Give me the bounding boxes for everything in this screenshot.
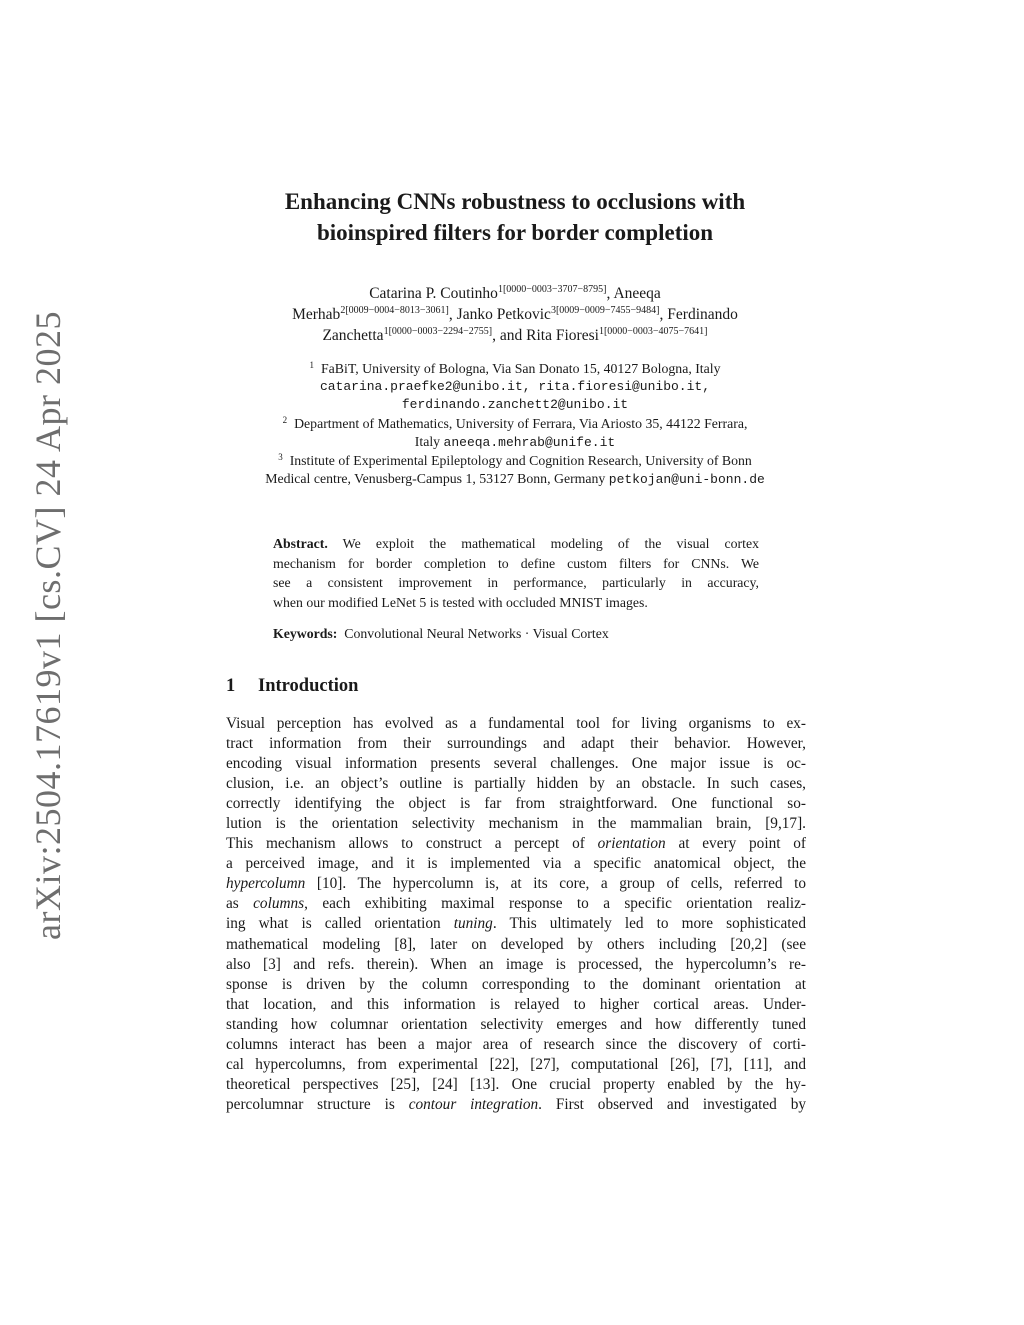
body-line: lution is the orientation selectivity mechanism in the mammalian brain, [9,17]. xyxy=(226,815,806,833)
body-emphasis: orientation xyxy=(597,835,666,853)
section-number: 1 xyxy=(226,676,236,696)
body-line: tract information from their surroundings and adapt their behavior. However, xyxy=(226,735,806,753)
abstract xyxy=(273,534,759,612)
body-line: encoding visual information presents several challenges. One major issue is oc- xyxy=(226,755,806,773)
author-orcid: 1[0000−0003−3707−8795] xyxy=(497,284,607,295)
body-line: Visual perception has evolved as a fundamental tool for living organisms to ex- xyxy=(226,715,806,732)
body-line: sponse is driven by the column corresponding to the dominant orientation at xyxy=(226,975,806,993)
author-name: Zanchetta xyxy=(322,327,384,344)
affiliation-text: Department of Mathematics, University of Ferrara, Via Ariosto 35, 44122 Ferrara, xyxy=(294,415,748,431)
body-line: that location, and this information is relayed to higher cortical areas. Under- xyxy=(226,995,806,1013)
author-orcid: 1[0000−0003−4075−7641] xyxy=(598,326,708,337)
body-text-run: . This ultimately led to more sophisticated xyxy=(492,915,806,933)
body-line xyxy=(226,894,806,914)
body-text-run: at every point of xyxy=(678,835,807,853)
abstract-line-2: mechanism for border completion to define custom filters for CNNs. We xyxy=(273,555,759,571)
affiliation-1 xyxy=(214,360,816,378)
author-orcid: 2[0009−0004−8013−3061] xyxy=(340,305,449,316)
body-emphasis: tuning xyxy=(453,915,493,933)
author-name: Catarina P. Coutinho xyxy=(369,285,498,302)
author-line-1: Catarina P. Coutinho$^{1[0000-0003-3707-8795]}$, Aneeqa xyxy=(369,284,661,302)
affiliation-2-email: aneeqa.mehrab@unife.it xyxy=(443,434,616,450)
body-line: cal hypercolumns, from experimental [22], [27], computational [26], [7], [11], and xyxy=(226,1055,806,1073)
author-name: Merhab xyxy=(292,306,341,323)
author-list xyxy=(214,283,816,346)
author-name: Ferdinando xyxy=(667,306,738,323)
abstract-line-4: when our modified LeNet 5 is tested with occluded MNIST images. xyxy=(273,594,648,610)
paper-title xyxy=(200,186,830,248)
affiliation-1-emails-b: ferdinando.zanchett2@unibo.it xyxy=(401,397,629,413)
affiliation-text: Italy xyxy=(414,433,441,449)
body-text-run: . First observed and investigated by xyxy=(538,1095,806,1113)
affiliation-mark: 2 xyxy=(282,414,288,425)
body-text-run: as xyxy=(226,895,239,913)
author-orcid: 3[0009−0009−7455−9484] xyxy=(550,305,660,316)
affiliation-mark: 1 xyxy=(309,360,314,370)
author-orcid: 1[0000−0003−2294−2755] xyxy=(383,326,493,337)
body-line: standing how columnar orientation selectivity emerges and how differently tuned xyxy=(226,1015,806,1033)
abstract-text: We exploit the mathematical modeling of the visual cortex xyxy=(342,536,760,551)
body-text-run: This mechanism allows to construct a percept of xyxy=(226,835,585,853)
keywords xyxy=(273,624,759,643)
body-emphasis: contour integration xyxy=(408,1095,539,1113)
author-name: and Rita Fioresi xyxy=(499,327,599,344)
author-name: Aneeqa xyxy=(613,285,661,302)
body-line xyxy=(226,834,806,854)
body-emphasis: columns xyxy=(253,895,305,913)
affiliation-3-email: petkojan@uni-bonn.de xyxy=(608,472,765,488)
author-name: Janko Petkovic xyxy=(456,306,551,323)
affiliation-1-emails-a: catarina.praefke2@unibo.it, rita.fioresi@unibo.it, xyxy=(319,379,711,395)
body-line: also [3] and refs. therein). When an image is processed, the hypercolumn’s re- xyxy=(226,955,806,973)
author-line-2: Merhab$^{2[0009-0004-8013-3061]}$, Janko Petkovic$^{3[0009-0009-7455-9484]}$, Ferdinando xyxy=(292,305,738,323)
affiliation-text: Medical centre, Venusberg-Campus 1, 53127 Bonn, Germany xyxy=(265,471,606,487)
author-line-3: Zanchetta$^{1[0000-0003-2294-2755]}$, and Rita Fioresi$^{1[0000-0003-4075-7641]}$ xyxy=(322,326,708,344)
body-line: columns interact has been a major area of research since the discovery of corti- xyxy=(226,1035,806,1053)
affiliation-2 xyxy=(214,415,816,433)
body-line: mathematical modeling [8], later on developed by others including [20,2] (see xyxy=(226,935,806,953)
keywords-text: Convolutional Neural Networks · Visual Cortex xyxy=(344,626,609,641)
affiliation-3-cont xyxy=(214,470,816,489)
section-heading xyxy=(226,674,358,698)
abstract-label: Abstract. xyxy=(273,536,328,551)
body-line: theoretical perspectives [25], [24] [13]. One crucial property enabled by the hy- xyxy=(226,1075,806,1093)
body-emphasis: hypercolumn xyxy=(226,875,306,893)
abstract-line-1 xyxy=(273,534,759,554)
affiliation-mark: 3 xyxy=(278,452,283,463)
affiliation-2-cont xyxy=(214,433,816,452)
body-line xyxy=(226,1095,806,1115)
section-title: Introduction xyxy=(258,676,359,696)
affiliation-text: Institute of Experimental Epileptology and Cognition Research, University of Bonn xyxy=(289,453,752,469)
body-text-run: ing what is called orientation xyxy=(226,915,441,933)
body-line: a perceived image, and it is implemented via a specific anatomical object, the xyxy=(226,855,806,873)
body-line: clusion, i.e. an object’s outline is partially hidden by an obstacle. In such cases, xyxy=(226,775,806,793)
body-text-run: [10]. The hypercolumn is, at its core, a group of cells, referred to xyxy=(316,875,807,893)
body-line xyxy=(226,874,806,894)
affiliations xyxy=(214,360,816,489)
title-line-1: Enhancing CNNs robustness to occlusions with xyxy=(284,189,746,214)
introduction-body xyxy=(226,714,806,1115)
body-line: correctly identifying the object is far from straightforward. One functional so- xyxy=(226,795,806,813)
body-text-run: , each exhibiting maximal response to a specific orientation realiz- xyxy=(304,895,806,913)
affiliation-3 xyxy=(214,452,816,470)
affiliation-text: FaBiT, University of Bologna, Via San Donato 15, 40127 Bologna, Italy xyxy=(321,361,721,376)
keywords-label: Keywords: xyxy=(273,626,338,641)
arxiv-identifier-stamp: arXiv:2504.17619v1 [cs.CV] 24 Apr 2025 xyxy=(28,311,68,940)
title-line-2: bioinspired filters for border completion xyxy=(316,220,714,245)
body-text-run: percolumnar structure is xyxy=(226,1095,395,1113)
abstract-line-3: see a consistent improvement in performance, particularly in accuracy, xyxy=(273,575,759,590)
body-line xyxy=(226,914,806,934)
